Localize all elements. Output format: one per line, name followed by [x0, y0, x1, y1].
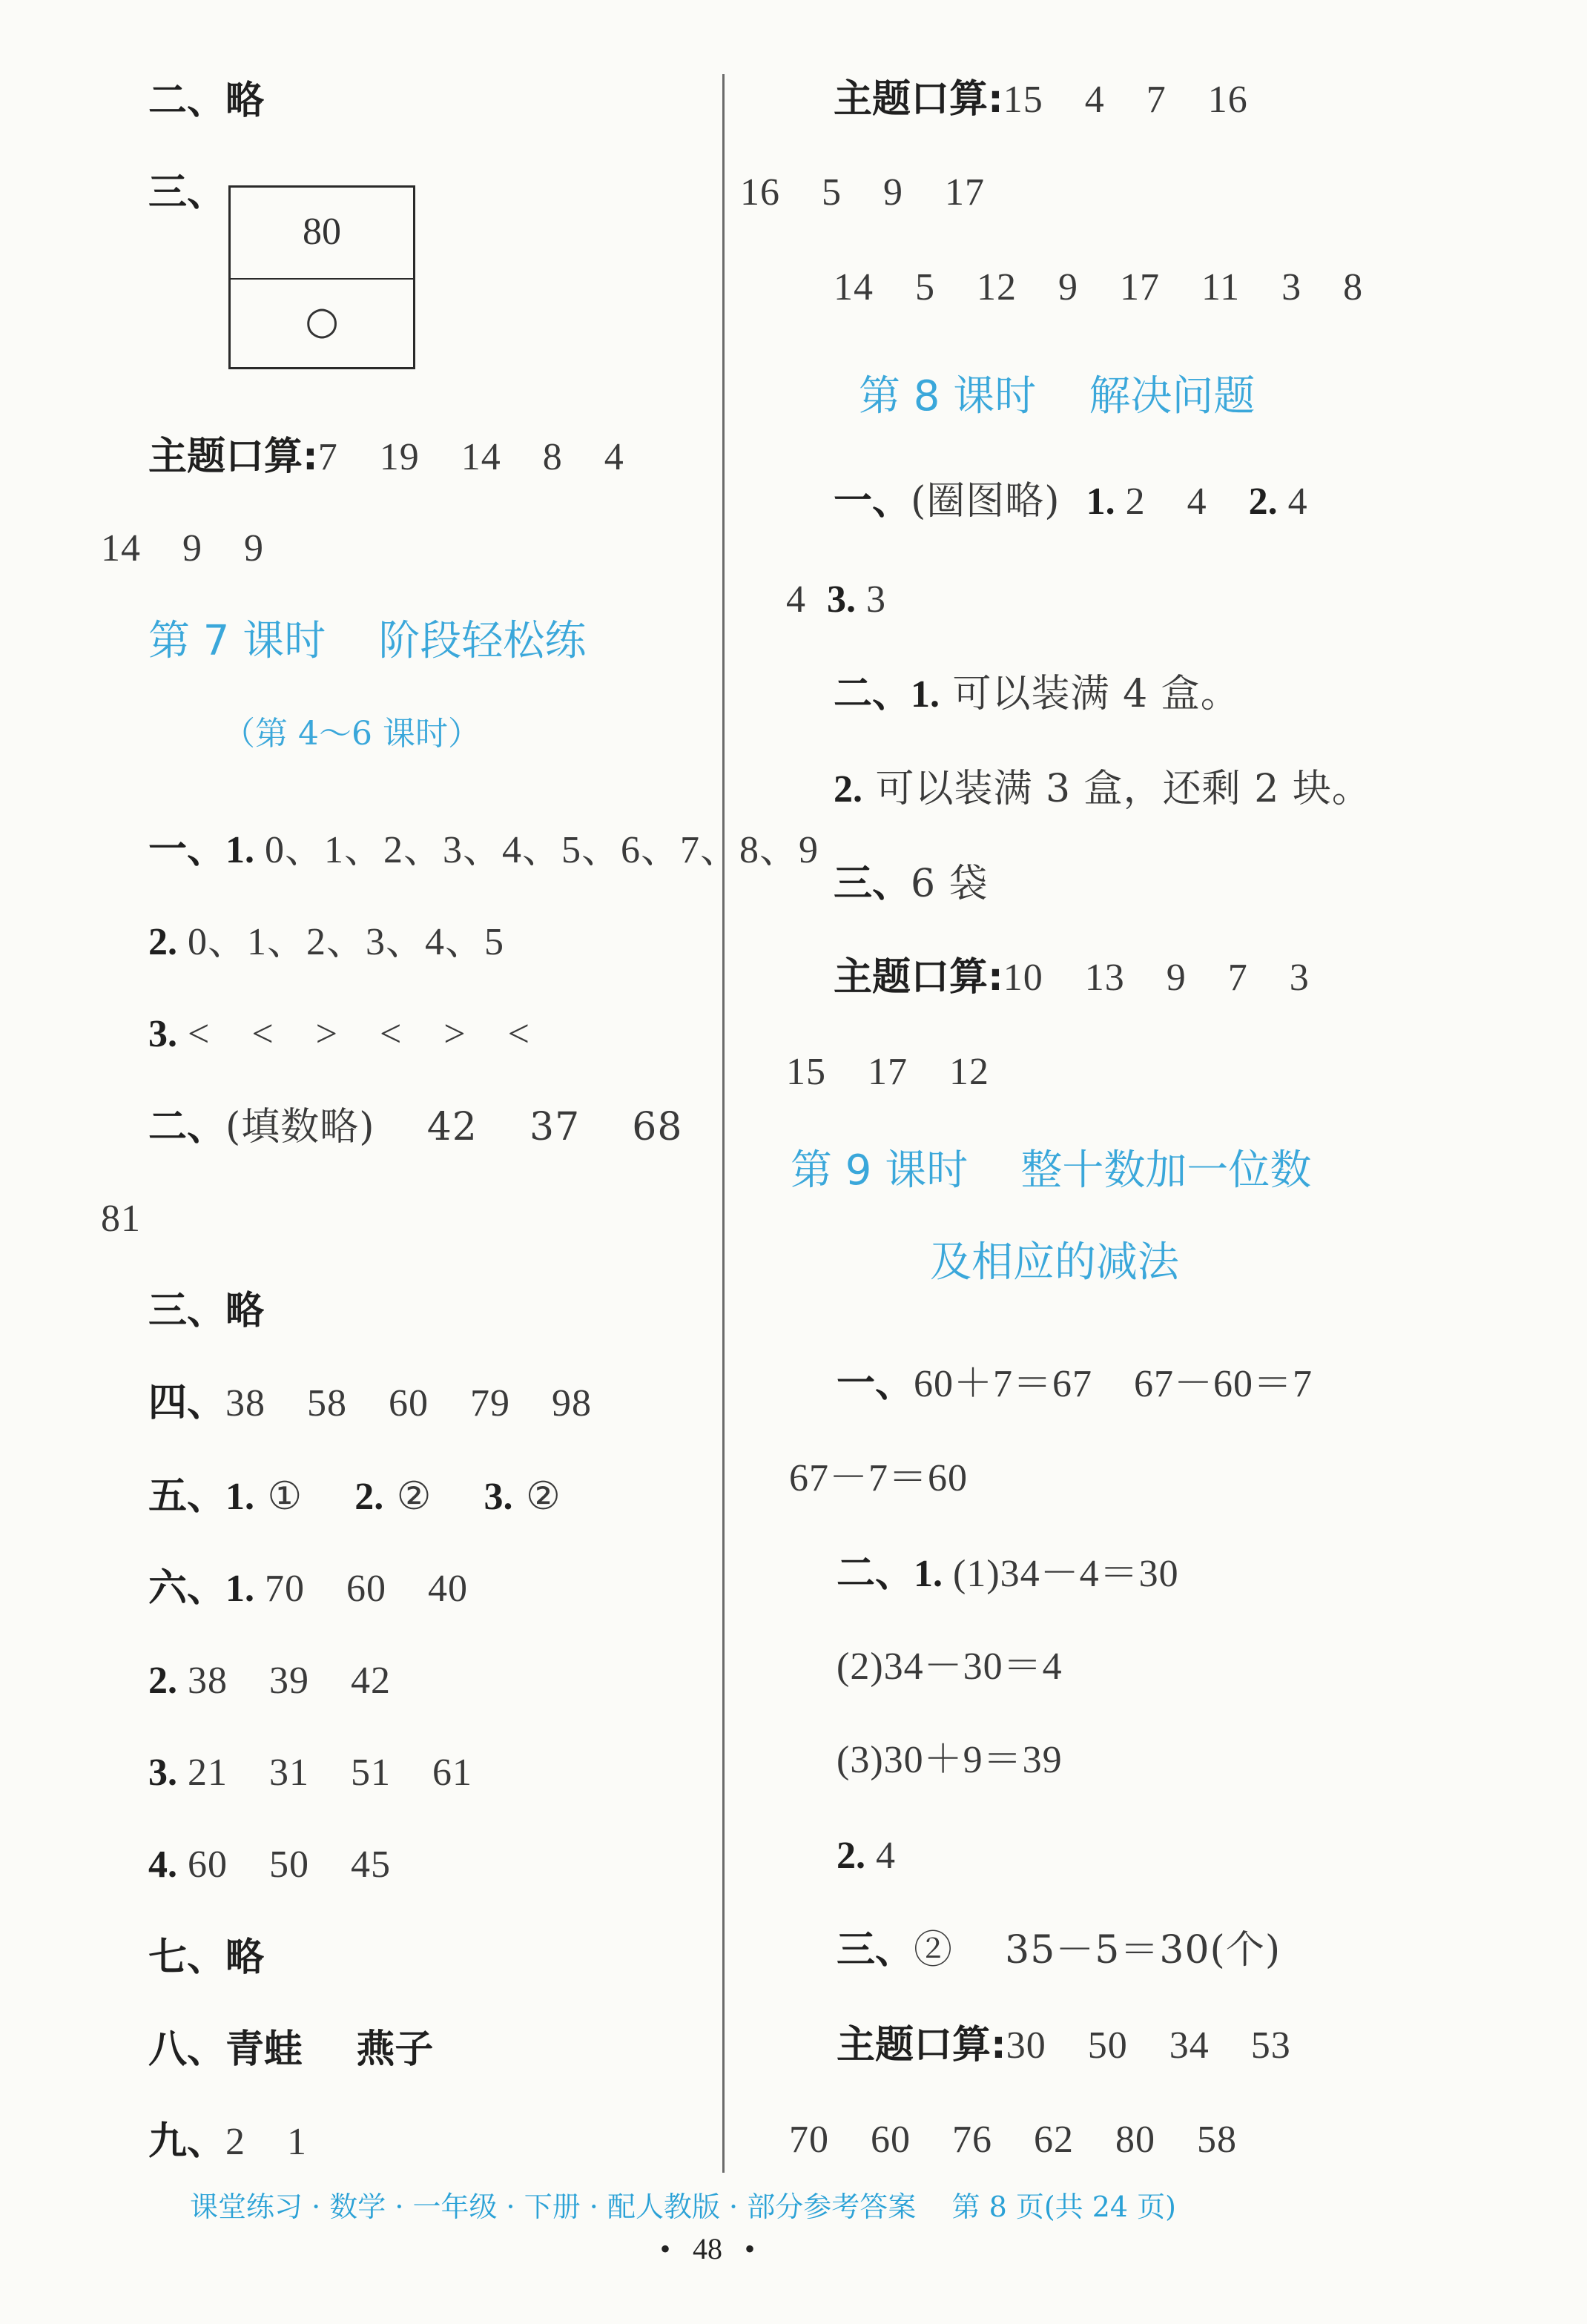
item-label: 三、略 [148, 1289, 265, 1333]
item-label: 七、略 [148, 1935, 265, 1980]
answer-line: (3)30＋9＝39 [837, 1739, 1063, 1781]
item-number: 3. [484, 1476, 513, 1518]
answer-line [148, 1749, 472, 1797]
item-label: 八、青蛙 燕子 [148, 2027, 434, 2072]
answer-values: 0、1、2、3、4、5、6、7、8、9 [254, 829, 819, 871]
answer-line [148, 1379, 592, 1427]
answer-values: 7 19 14 8 4 [317, 436, 624, 478]
answer-values: (填数略) 42 37 68 [225, 1105, 683, 1149]
answer-line [148, 1565, 468, 1613]
answer-text: 6 袋 [911, 862, 989, 906]
answer-line [837, 1550, 1179, 1598]
answer-line [148, 2026, 433, 2073]
answer-values: 10 13 9 7 3 [1003, 957, 1310, 999]
answer-line [148, 1287, 264, 1335]
section-title: 第 8 课时 解决问题 [859, 372, 1256, 420]
item-number: 2. [837, 1835, 865, 1877]
answer-values: 70 60 40 [254, 1568, 469, 1610]
answer-line [148, 1010, 530, 1058]
item-number: 2. [148, 1660, 177, 1702]
item-number: 3. [827, 578, 856, 621]
answer-values: 21 31 51 61 [177, 1752, 472, 1794]
answer-line: 81 [101, 1198, 141, 1240]
item-number: 2. [1248, 481, 1278, 523]
answer-values: 30 50 34 53 [1006, 2024, 1291, 2067]
section-title-continued: 及相应的减法 [930, 1238, 1179, 1287]
item-label: 主题口算: [148, 435, 318, 479]
answer-equation: (1)34－4＝30 [943, 1553, 1179, 1595]
answer-line [148, 1841, 391, 1889]
answer-values: ② [383, 1474, 484, 1519]
item-label: 四、 [148, 1381, 226, 1425]
answer-line [148, 1473, 561, 1521]
answer-values: 4 [786, 578, 827, 621]
answer-line: 14 5 12 9 17 11 3 8 [834, 266, 1364, 308]
answer-line [834, 670, 1240, 719]
section-title: 第 9 课时 整十数加一位数 [791, 1146, 1312, 1195]
answer-line [148, 169, 225, 217]
answer-values: 4 [1277, 481, 1308, 523]
answer-note: (圈图略) [911, 479, 1086, 524]
item-label: 六、 [148, 1566, 226, 1611]
answer-equation: 60＋7＝67 67－60＝7 [914, 1363, 1313, 1405]
answer-line [834, 76, 1248, 124]
item-number: 1. [914, 1553, 943, 1595]
item-number: 1. [225, 1476, 255, 1518]
answer-line [148, 1103, 682, 1151]
item-number: 3. [148, 1752, 177, 1794]
answer-line [834, 765, 1371, 813]
item-label: 一、 [837, 1361, 914, 1406]
section-title: 第 7 课时 阶段轻松练 [148, 617, 587, 665]
answer-text: 可以装满 4 盒。 [940, 672, 1240, 716]
answer-values: 2 1 [225, 2121, 308, 2163]
item-label: 三、 [834, 862, 911, 906]
item-label: 二、略 [148, 79, 265, 123]
item-number: 2. [148, 921, 177, 963]
answer-line [148, 918, 504, 966]
answer-values: 60 50 45 [177, 1843, 391, 1886]
answer-line [148, 1657, 391, 1705]
answer-line [837, 2021, 1291, 2070]
item-number: 3. [148, 1013, 177, 1055]
answer-values: < < > < > < [177, 1013, 530, 1055]
answer-line [148, 1934, 264, 1981]
item-label: 二、 [834, 672, 911, 716]
answer-values: 38 39 42 [177, 1660, 391, 1702]
item-number: 1. [225, 829, 255, 871]
answer-text: 可以装满 3 盒，还剩 2 块。 [862, 767, 1371, 811]
item-number: 1. [1086, 481, 1115, 523]
item-label: 三、 [148, 171, 226, 215]
answer-line [148, 433, 624, 481]
item-label: 三、 [837, 1928, 914, 1973]
answer-equation: ② 35－5＝30(个) [914, 1928, 1281, 1973]
answer-values: ② [512, 1474, 561, 1519]
answer-line: (2)34－30＝4 [837, 1645, 1063, 1688]
box-divider [231, 278, 413, 280]
section-subtitle: （第 4～6 课时） [222, 715, 481, 753]
answer-values: 15 4 7 16 [1003, 79, 1248, 121]
item-label: 五、 [148, 1474, 226, 1519]
answer-line [148, 2118, 307, 2166]
answer-values: 0、1、2、3、4、5 [177, 921, 505, 963]
item-label: 主题口算: [834, 955, 1003, 1000]
item-number: 4. [148, 1843, 177, 1886]
item-number: 1. [911, 673, 940, 716]
item-label: 一、 [148, 828, 226, 872]
answer-values: 38 58 60 79 98 [225, 1382, 593, 1425]
item-label: 二、 [148, 1105, 226, 1149]
item-number: 1. [225, 1568, 255, 1610]
answer-line [834, 860, 989, 908]
item-number: 2. [834, 768, 862, 811]
answer-values: 4 [865, 1835, 896, 1877]
box-top-value: 80 [303, 211, 341, 253]
answer-line [148, 826, 819, 874]
circle-symbol: ○ [305, 299, 339, 343]
answer-line [837, 1832, 896, 1880]
answer-box [228, 185, 415, 369]
answer-values: 3 [856, 578, 886, 621]
answer-line [837, 1360, 1313, 1408]
column-divider [722, 74, 725, 2173]
answer-line [148, 77, 264, 125]
item-number: 2. [354, 1476, 384, 1518]
item-label: 一、 [834, 479, 911, 524]
answer-line: 67－7＝60 [789, 1457, 969, 1499]
page-number: • 48 • [660, 2232, 756, 2265]
answer-line: 70 60 76 62 80 58 [789, 2119, 1237, 2161]
item-label: 主题口算: [837, 2023, 1006, 2067]
answer-values: 2 4 [1115, 481, 1249, 523]
answer-line [837, 1927, 1281, 1974]
page-footer: 课堂练习 · 数学 · 一年级 · 下册 · 配人教版 · 部分参考答案 第 8 页(共 24 页) [190, 2191, 1177, 2223]
answer-line: 16 5 9 17 [740, 171, 985, 214]
answer-line [834, 954, 1310, 1002]
item-label: 九、 [148, 2119, 226, 2164]
answer-line [834, 478, 1308, 526]
item-label: 二、 [837, 1551, 914, 1596]
item-label: 主题口算: [834, 77, 1003, 122]
answer-values: ① [254, 1474, 355, 1519]
answer-line [786, 575, 886, 624]
answer-line: 14 9 9 [101, 527, 264, 570]
answer-line: 15 17 12 [786, 1051, 989, 1093]
